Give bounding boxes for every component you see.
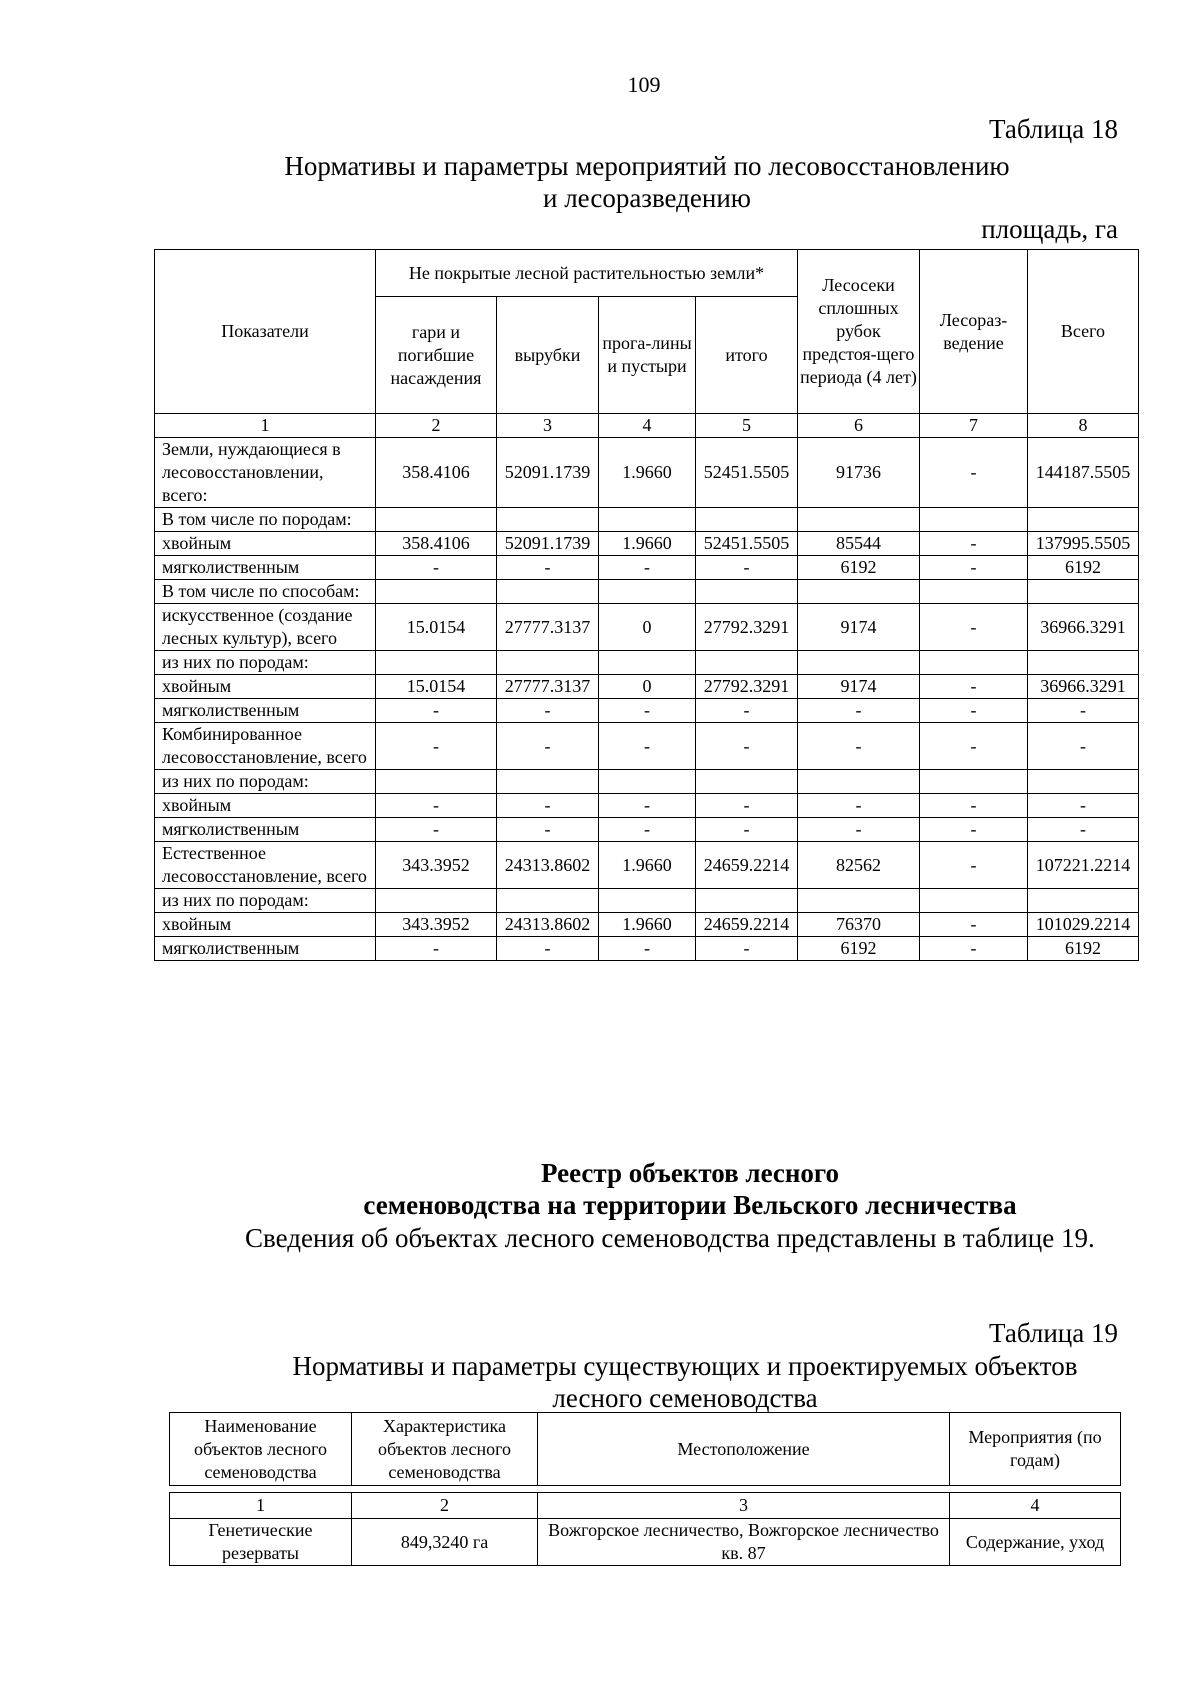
value-cell (497, 580, 599, 604)
activities-cell: Содержание, уход (950, 1519, 1121, 1566)
value-cell: 9174 (798, 604, 920, 651)
value-cell: - (599, 723, 696, 770)
row-label: мягколиственным (155, 556, 376, 580)
row-label: хвойным (155, 675, 376, 699)
value-cell: 27777.3137 (497, 604, 599, 651)
table-row (155, 937, 1139, 961)
value-cell (497, 770, 599, 794)
column-number-row (155, 414, 1139, 438)
object-name-cell: Генетические резерваты (170, 1519, 352, 1566)
value-cell (696, 651, 798, 675)
value-cell: - (1028, 794, 1139, 818)
value-cell: - (497, 556, 599, 580)
value-cell: 82562 (798, 842, 920, 889)
object-characteristic-cell: 849,3240 га (352, 1519, 538, 1566)
table-18-body (155, 438, 1139, 961)
value-cell: - (696, 699, 798, 723)
value-cell: 91736 (798, 438, 920, 508)
header-location: Местоположение (538, 1413, 950, 1486)
value-cell: 0 (599, 604, 696, 651)
value-cell (798, 580, 920, 604)
column-number: 2 (376, 414, 497, 438)
value-cell (696, 889, 798, 913)
header-indicators: Показатели (155, 250, 376, 414)
value-cell (376, 580, 497, 604)
value-cell (920, 889, 1028, 913)
table-row (155, 651, 1139, 675)
header-activities: Мероприятия (по годам) (950, 1413, 1121, 1486)
value-cell: 358.4106 (376, 532, 497, 556)
value-cell (798, 889, 920, 913)
column-number: 3 (538, 1493, 950, 1519)
value-cell: - (599, 937, 696, 961)
column-number: 4 (950, 1493, 1121, 1519)
table-18-label: Таблица 18 (989, 114, 1118, 144)
value-cell: - (376, 556, 497, 580)
header-not-covered-group: Не покрытые лесной растительностью земли* (376, 250, 798, 297)
value-cell: - (696, 723, 798, 770)
value-cell (497, 508, 599, 532)
value-cell: - (696, 937, 798, 961)
table-18-unit: площадь, га (981, 214, 1118, 244)
value-cell: 27777.3137 (497, 675, 599, 699)
value-cell: - (599, 794, 696, 818)
header-burns: гари и погибшие насаждения (376, 297, 497, 414)
value-cell: 358.4106 (376, 438, 497, 508)
row-label: мягколиственным (155, 699, 376, 723)
value-cell: 1.9660 (599, 842, 696, 889)
value-cell (696, 580, 798, 604)
value-cell: - (376, 818, 497, 842)
row-label: Естественное лесовосстановление, всего (155, 842, 376, 889)
value-cell: - (920, 532, 1028, 556)
value-cell: 343.3952 (376, 842, 497, 889)
value-cell: 27792.3291 (696, 604, 798, 651)
row-label: Земли, нуждающиеся в лесовосстановлении, всего: (155, 438, 376, 508)
value-cell: 1.9660 (599, 913, 696, 937)
value-cell (376, 651, 497, 675)
value-cell: 6192 (798, 556, 920, 580)
row-label: хвойным (155, 913, 376, 937)
page-number: 109 (627, 72, 661, 97)
value-cell: - (696, 818, 798, 842)
value-cell (599, 889, 696, 913)
value-cell: 52451.5505 (696, 532, 798, 556)
table-row (155, 604, 1139, 651)
table-18-title-line1: Нормативы и параметры мероприятий по лесовосстановлению (284, 151, 1010, 181)
value-cell (1028, 889, 1139, 913)
value-cell (920, 651, 1028, 675)
value-cell: - (920, 818, 1028, 842)
value-cell (497, 889, 599, 913)
value-cell: - (798, 723, 920, 770)
value-cell (920, 580, 1028, 604)
value-cell: - (1028, 818, 1139, 842)
value-cell: 101029.2214 (1028, 913, 1139, 937)
value-cell: - (920, 675, 1028, 699)
value-cell: 24659.2214 (696, 913, 798, 937)
column-number: 3 (497, 414, 599, 438)
value-cell: 52091.1739 (497, 438, 599, 508)
value-cell: 137995.5505 (1028, 532, 1139, 556)
table-row (155, 842, 1139, 889)
table-row (155, 889, 1139, 913)
value-cell: - (497, 794, 599, 818)
value-cell (376, 508, 497, 532)
header-object-name: Наименование объектов лесного семеноводства (170, 1413, 352, 1486)
column-number: 1 (155, 414, 376, 438)
value-cell: 107221.2214 (1028, 842, 1139, 889)
header-cutting-areas: Лесосеки сплошных рубок предстоя-щего периода (4 лет) (798, 250, 920, 414)
value-cell (798, 508, 920, 532)
column-number: 8 (1028, 414, 1139, 438)
table-18-title (0, 150, 1200, 214)
value-cell: - (798, 794, 920, 818)
value-cell: 52091.1739 (497, 532, 599, 556)
row-label: В том числе по способам: (155, 580, 376, 604)
value-cell: - (497, 699, 599, 723)
value-cell: 24659.2214 (696, 842, 798, 889)
value-cell: - (1028, 723, 1139, 770)
row-label: из них по породам: (155, 889, 376, 913)
value-cell: - (696, 794, 798, 818)
column-number: 1 (170, 1493, 352, 1519)
value-cell: - (376, 723, 497, 770)
value-cell: - (497, 937, 599, 961)
value-cell: 36966.3291 (1028, 675, 1139, 699)
value-cell (1028, 651, 1139, 675)
value-cell (376, 889, 497, 913)
value-cell: 24313.8602 (497, 913, 599, 937)
column-number: 5 (696, 414, 798, 438)
value-cell (798, 770, 920, 794)
table-row (155, 580, 1139, 604)
column-number: 2 (352, 1493, 538, 1519)
value-cell: - (376, 937, 497, 961)
value-cell: 343.3952 (376, 913, 497, 937)
value-cell: - (920, 604, 1028, 651)
value-cell: 6192 (1028, 937, 1139, 961)
header-subtotal: итого (696, 297, 798, 414)
value-cell (599, 508, 696, 532)
row-label: мягколиственным (155, 937, 376, 961)
table-19-label: Таблица 19 (989, 1318, 1118, 1348)
value-cell: 144187.5505 (1028, 438, 1139, 508)
value-cell: - (599, 699, 696, 723)
value-cell (376, 770, 497, 794)
value-cell: - (1028, 699, 1139, 723)
value-cell: 9174 (798, 675, 920, 699)
registry-title-line2: семеноводства на территории Вельского лесничества (363, 1190, 1017, 1220)
value-cell (1028, 580, 1139, 604)
table-19-title-line2: лесного семеноводства (552, 1383, 818, 1413)
value-cell: - (376, 794, 497, 818)
table-18-title-line2: и лесоразведению (543, 183, 751, 213)
value-cell (599, 580, 696, 604)
value-cell (497, 651, 599, 675)
value-cell: - (798, 699, 920, 723)
row-label: хвойным (155, 532, 376, 556)
table-row (155, 699, 1139, 723)
column-number-row (170, 1493, 1121, 1519)
table-row (155, 818, 1139, 842)
table-row (155, 508, 1139, 532)
value-cell: 1.9660 (599, 532, 696, 556)
row-label: В том числе по породам: (155, 508, 376, 532)
value-cell: - (497, 818, 599, 842)
value-cell: 27792.3291 (696, 675, 798, 699)
location-cell: Вожгорское лесничество, Вожгорское лесничество кв. 87 (538, 1519, 950, 1566)
table-19-title-line1: Нормативы и параметры существующих и проектируемых объектов (292, 1351, 1078, 1381)
value-cell: 15.0154 (376, 604, 497, 651)
row-label: мягколиственным (155, 818, 376, 842)
row-label: из них по породам: (155, 770, 376, 794)
table-18 (154, 249, 1139, 961)
value-cell: 76370 (798, 913, 920, 937)
column-number: 6 (798, 414, 920, 438)
value-cell: 85544 (798, 532, 920, 556)
row-label: искусственное (создание лесных культур), всего (155, 604, 376, 651)
table-row (155, 438, 1139, 508)
table-row (155, 675, 1139, 699)
table-row (155, 770, 1139, 794)
value-cell: - (920, 723, 1028, 770)
value-cell: 0 (599, 675, 696, 699)
value-cell (920, 770, 1028, 794)
value-cell: - (920, 937, 1028, 961)
column-number: 4 (599, 414, 696, 438)
value-cell (1028, 770, 1139, 794)
table-row (155, 556, 1139, 580)
value-cell: 15.0154 (376, 675, 497, 699)
value-cell (696, 508, 798, 532)
table-row (170, 1519, 1121, 1566)
value-cell: 6192 (1028, 556, 1139, 580)
row-label: Комбинированное лесовосстановление, всего (155, 723, 376, 770)
value-cell: 1.9660 (599, 438, 696, 508)
header-object-characteristic: Характеристика объектов лесного семеноводства (352, 1413, 538, 1486)
value-cell: - (920, 556, 1028, 580)
value-cell (1028, 508, 1139, 532)
registry-title (0, 1157, 1200, 1221)
row-label: хвойным (155, 794, 376, 818)
value-cell: 36966.3291 (1028, 604, 1139, 651)
registry-paragraph: Сведения об объектах лесного семеноводства представлены в таблице 19. (245, 1223, 1095, 1253)
registry-title-line1: Реестр объектов лесного (540, 1158, 840, 1188)
row-label: из них по породам: (155, 651, 376, 675)
table-row (155, 532, 1139, 556)
value-cell: 24313.8602 (497, 842, 599, 889)
header-afforestation: Лесораз-ведение (920, 250, 1028, 414)
value-cell: - (920, 794, 1028, 818)
value-cell: - (376, 699, 497, 723)
value-cell: - (798, 818, 920, 842)
value-cell: - (696, 556, 798, 580)
value-cell: - (599, 556, 696, 580)
value-cell: - (920, 699, 1028, 723)
table-row (155, 913, 1139, 937)
column-number: 7 (920, 414, 1028, 438)
value-cell: - (920, 842, 1028, 889)
value-cell: - (599, 818, 696, 842)
value-cell (599, 770, 696, 794)
value-cell: - (920, 438, 1028, 508)
value-cell: - (920, 913, 1028, 937)
table-row (155, 794, 1139, 818)
header-gaps: прога-лины и пустыри (599, 297, 696, 414)
table-19-title (0, 1350, 1200, 1414)
value-cell: 6192 (798, 937, 920, 961)
header-clearings: вырубки (497, 297, 599, 414)
value-cell (696, 770, 798, 794)
header-total: Всего (1028, 250, 1139, 414)
value-cell (599, 651, 696, 675)
table-19 (169, 1412, 1121, 1566)
value-cell: 52451.5505 (696, 438, 798, 508)
table-row (155, 723, 1139, 770)
value-cell (798, 651, 920, 675)
value-cell (920, 508, 1028, 532)
value-cell: - (497, 723, 599, 770)
